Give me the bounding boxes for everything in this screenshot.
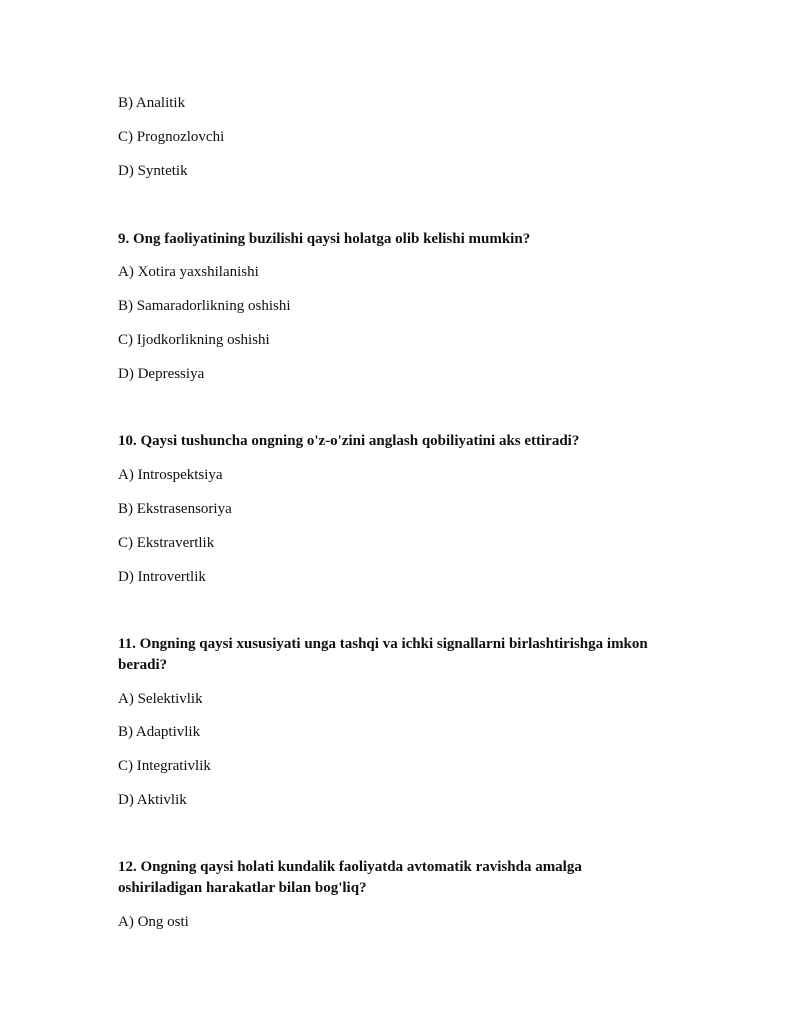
q11-option-b: B) Adaptivlik xyxy=(118,724,201,740)
q11-option-a: A) Selektivlik xyxy=(118,691,203,707)
q12-question-line1: 12. Ongning qaysi holati kundalik faoliyatda avtomatik ravishda amalga xyxy=(118,859,582,875)
q10-question: 10. Qaysi tushuncha ongning o'z-o'zini anglash qobiliyatini aks ettiradi? xyxy=(118,433,580,449)
q12-question-line2: oshiriladigan harakatlar bilan bog'liq? xyxy=(118,880,367,896)
q10-option-c: C) Ekstravertlik xyxy=(118,535,215,551)
q11-question-line1: 11. Ongning qaysi xususiyati unga tashqi va ichki signallarni birlashtirishga imkon xyxy=(118,636,648,652)
q9-option-c: C) Ijodkorlikning oshishi xyxy=(118,332,270,348)
q8-option-c: C) Prognozlovchi xyxy=(118,129,225,145)
q9-option-a: A) Xotira yaxshilanishi xyxy=(118,264,259,280)
q9-option-b: B) Samaradorlikning oshishi xyxy=(118,298,291,314)
q10-option-b: B) Ekstrasensoriya xyxy=(118,501,232,517)
q11-question-line2: beradi? xyxy=(118,657,168,673)
q9-option-d: D) Depressiya xyxy=(118,366,205,382)
q8-option-d: D) Syntetik xyxy=(118,163,188,179)
q9-question: 9. Ong faoliyatining buzilishi qaysi holatga olib kelishi mumkin? xyxy=(118,231,531,247)
q11-option-c: C) Integrativlik xyxy=(118,758,211,774)
q12-option-a: A) Ong osti xyxy=(118,914,189,930)
q8-option-b: B) Analitik xyxy=(118,95,186,111)
q10-option-d: D) Introvertlik xyxy=(118,569,206,585)
q10-option-a: A) Introspektsiya xyxy=(118,467,223,483)
q11-option-d: D) Aktivlik xyxy=(118,792,187,808)
